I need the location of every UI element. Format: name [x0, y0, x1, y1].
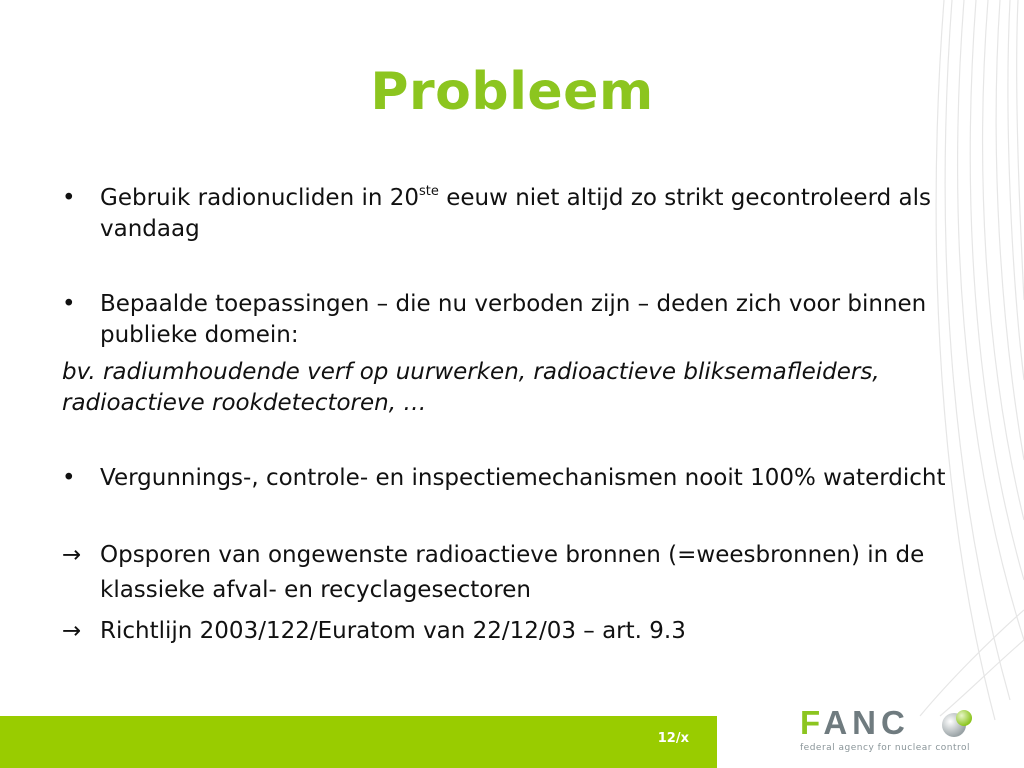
footer-bar [0, 716, 717, 768]
slide-content [62, 183, 962, 649]
arrow-icon: → [62, 542, 82, 568]
bullet-icon: • [62, 465, 76, 491]
logo-wordmark: FANC [800, 704, 910, 741]
logo-tagline: federal agency for nuclear control [800, 743, 971, 753]
arrow-text: Opsporen van ongewenste radioactieve bronnen (=weesbronnen) in de klassieke afval- en recyclagesectoren [100, 542, 925, 603]
bullet-item [62, 289, 962, 351]
bullet-icon: • [62, 291, 76, 317]
bullet-text-part: eeuw niet altijd zo strikt gecontroleerd als vandaag [100, 185, 931, 242]
bullet-icon: • [62, 185, 76, 211]
bullet-item [62, 183, 962, 245]
arrow-item [62, 614, 962, 649]
arrow-text: Richtlijn 2003/122/Euratom van 22/12/03 – art. 9.3 [100, 618, 686, 644]
arrow-icon: → [62, 618, 82, 644]
bullet-text: Bepaalde toepassingen – die nu verboden zijn – deden zich voor binnen publieke domein: [100, 291, 927, 348]
bullet-item [62, 463, 962, 494]
arrow-item [62, 538, 962, 608]
logo-sphere-icon [940, 708, 976, 740]
page-number: 12/x [657, 731, 689, 746]
fanc-logo [800, 704, 1000, 758]
bullet-text: Vergunnings-, controle- en inspectiemechanismen nooit 100% waterdicht [100, 465, 946, 491]
bullet-text-part: Gebruik radionucliden in 20 [100, 185, 420, 211]
superscript-text: ste [419, 184, 439, 199]
slide-title: Probleem [370, 62, 654, 122]
example-text: bv. radiumhoudende verf op uurwerken, radioactieve bliksemafleiders, radioactieve rookdetectoren, … [62, 359, 880, 416]
